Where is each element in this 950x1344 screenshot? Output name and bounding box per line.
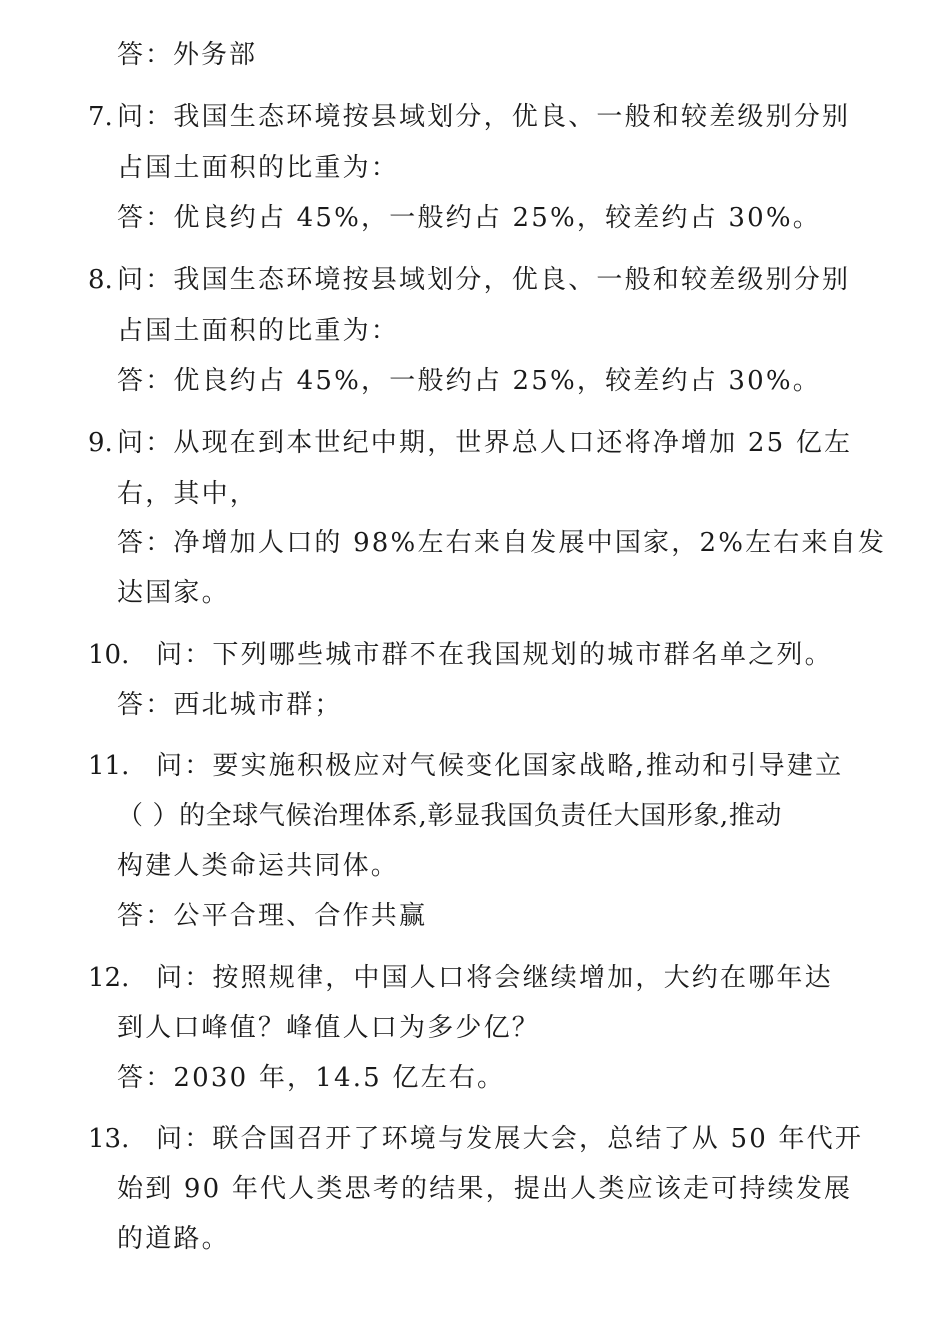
question-line: （ ）的全球气候治理体系,彰显我国负责任大国形象,推动	[117, 801, 782, 831]
item-number: 9.	[88, 428, 113, 458]
answer-line: 答：优良约占 45%，一般约占 25%，较差约占 30%。	[117, 203, 821, 233]
question-line: 问：要实施积极应对气候变化国家战略,推动和引导建立	[156, 751, 844, 781]
question-line: 问：按照规律，中国人口将会继续增加，大约在哪年达	[156, 963, 833, 993]
answer-line: 答：公平合理、合作共赢	[117, 901, 428, 931]
question-line: 的道路。	[117, 1224, 230, 1254]
question-line: 问：我国生态环境按县域划分，优良、一般和较差级别分别	[117, 102, 851, 132]
question-line: 问：联合国召开了环境与发展大会，总结了从 50 年代开	[156, 1124, 864, 1154]
item-number: 10.	[88, 640, 130, 670]
item-number: 13.	[88, 1124, 130, 1154]
answer-line: 答：净增加人口的 98%左右来自发展中国家，2%左右来自发	[117, 528, 887, 558]
answer-line: 答：外务部	[117, 40, 258, 70]
question-line: 问：下列哪些城市群不在我国规划的城市群名单之列。	[156, 640, 833, 670]
answer-line: 答：西北城市群；	[117, 690, 343, 720]
question-line: 问：从现在到本世纪中期，世界总人口还将净增加 25 亿左	[117, 428, 853, 458]
item-number: 11.	[88, 751, 130, 781]
item-number: 12.	[88, 963, 130, 993]
question-line: 占国土面积的比重为：	[117, 316, 400, 346]
question-line: 右，其中，	[117, 479, 259, 509]
answer-line: 答：优良约占 45%，一般约占 25%，较差约占 30%。	[117, 366, 821, 396]
question-line: 构建人类命运共同体。	[117, 851, 400, 881]
answer-line: 答：2030 年，14.5 亿左右。	[117, 1063, 506, 1093]
question-line: 占国土面积的比重为：	[117, 153, 400, 183]
item-number: 8.	[88, 265, 113, 295]
question-line: 问：我国生态环境按县域划分，优良、一般和较差级别分别	[117, 265, 851, 295]
answer-line: 达国家。	[117, 578, 230, 608]
question-line: 到人口峰值？峰值人口为多少亿？	[117, 1013, 541, 1043]
item-number: 7.	[88, 102, 113, 132]
question-line: 始到 90 年代人类思考的结果，提出人类应该走可持续发展	[117, 1174, 853, 1204]
